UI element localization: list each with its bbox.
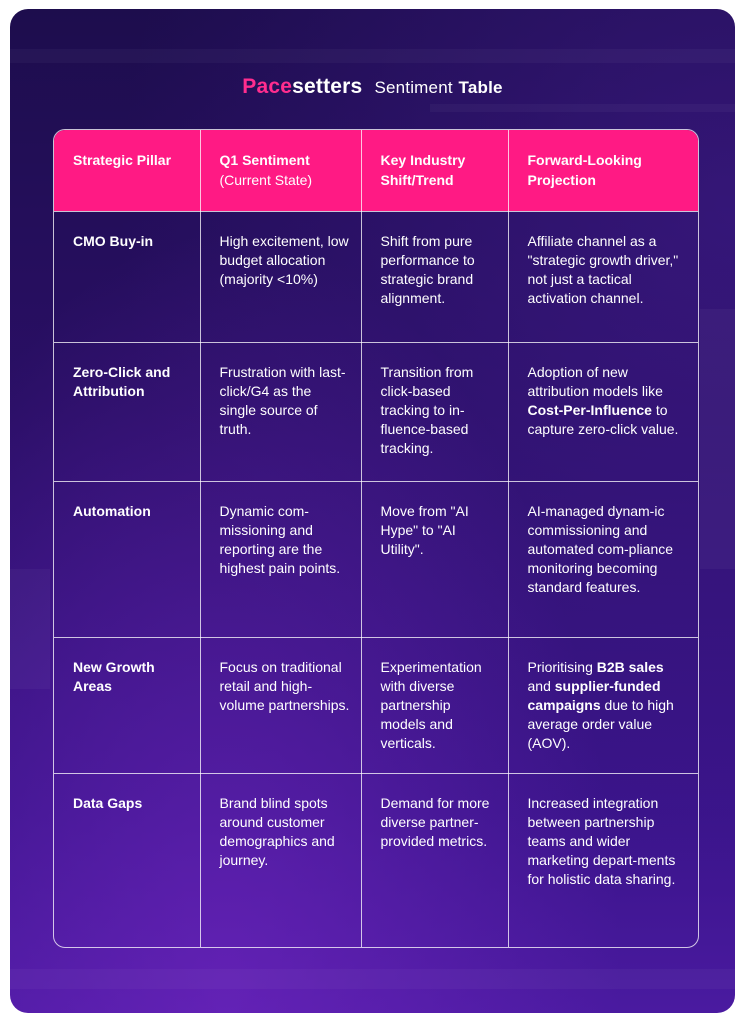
background-band bbox=[700, 309, 735, 569]
q1-sentiment-cell: Dynamic com-missioning and reporting are the highest pain points. bbox=[200, 481, 361, 637]
pillar-cell: Data Gaps bbox=[54, 773, 200, 947]
industry-shift-cell: Experimentation with diverse partnership models and verticals. bbox=[361, 637, 508, 773]
table-row bbox=[54, 342, 698, 481]
background-band bbox=[430, 104, 735, 112]
projection-cell: Affiliate channel as a "strategic growth driver," not just a tactical activation channel. bbox=[508, 211, 698, 342]
industry-shift-cell: Shift from pure performance to strategic brand alignment. bbox=[361, 211, 508, 342]
industry-shift-cell: Move from "AI Hype" to "AI Utility". bbox=[361, 481, 508, 637]
projection-cell: Prioritising B2B sales and supplier-funded campaigns due to high average order value (AOV). bbox=[508, 637, 698, 773]
table-header-row bbox=[54, 130, 698, 211]
header-q1-sentiment: Q1 Sentiment (Current State) bbox=[200, 130, 361, 211]
table-row bbox=[54, 637, 698, 773]
header-strategic-pillar: Strategic Pillar bbox=[54, 130, 200, 211]
pillar-cell: Zero-Click and Attribution bbox=[54, 342, 200, 481]
projection-cell: Increased integration between partnership teams and wider marketing depart-ments for holistic data sharing. bbox=[527, 794, 676, 887]
q1-sentiment-cell: Focus on traditional retail and high-volume partnerships. bbox=[200, 637, 361, 773]
brand-name-part2: setters bbox=[292, 75, 363, 98]
pillar-cell: CMO Buy-in bbox=[54, 211, 200, 342]
table-row bbox=[54, 211, 698, 342]
title-word-table: Table bbox=[458, 78, 503, 97]
page-title bbox=[10, 75, 735, 99]
projection-cell: Adoption of new attribution models like Cost-Per-Influence to capture zero-click value. bbox=[508, 342, 698, 481]
header-key-industry-shift: Key Industry Shift/Trend bbox=[361, 130, 508, 211]
pillar-cell: New Growth Areas bbox=[54, 637, 200, 773]
q1-sentiment-cell: Frustration with last-click/G4 as the single source of truth. bbox=[200, 342, 361, 481]
sentiment-table bbox=[53, 129, 699, 948]
projection-cell: AI-managed dynam-ic commissioning and automated com-pliance monitoring becoming standard features. bbox=[508, 481, 698, 637]
header-forward-looking-projection: Forward-Looking Projection bbox=[508, 130, 698, 211]
industry-shift-cell: Demand for more diverse partner-provided metrics. bbox=[361, 773, 508, 947]
background-band bbox=[10, 569, 50, 689]
header-q1-sentiment-sub: (Current State) bbox=[219, 172, 313, 188]
industry-shift-cell: Transition from click-based tracking to in-fluence-based tracking. bbox=[361, 342, 508, 481]
background-band bbox=[10, 49, 735, 63]
sentiment-card bbox=[10, 9, 735, 1013]
table-row bbox=[54, 481, 698, 637]
pillar-cell: Automation bbox=[54, 481, 200, 637]
q1-sentiment-cell: Brand blind spots around customer demographics and journey. bbox=[200, 773, 361, 947]
title-word-sentiment: Sentiment bbox=[374, 78, 453, 97]
q1-sentiment-cell: High excitement, low budget allocation (majority <10%) bbox=[200, 211, 361, 342]
table-row bbox=[54, 773, 698, 947]
brand-name-part1: Pace bbox=[242, 75, 293, 98]
background-band bbox=[10, 969, 735, 989]
